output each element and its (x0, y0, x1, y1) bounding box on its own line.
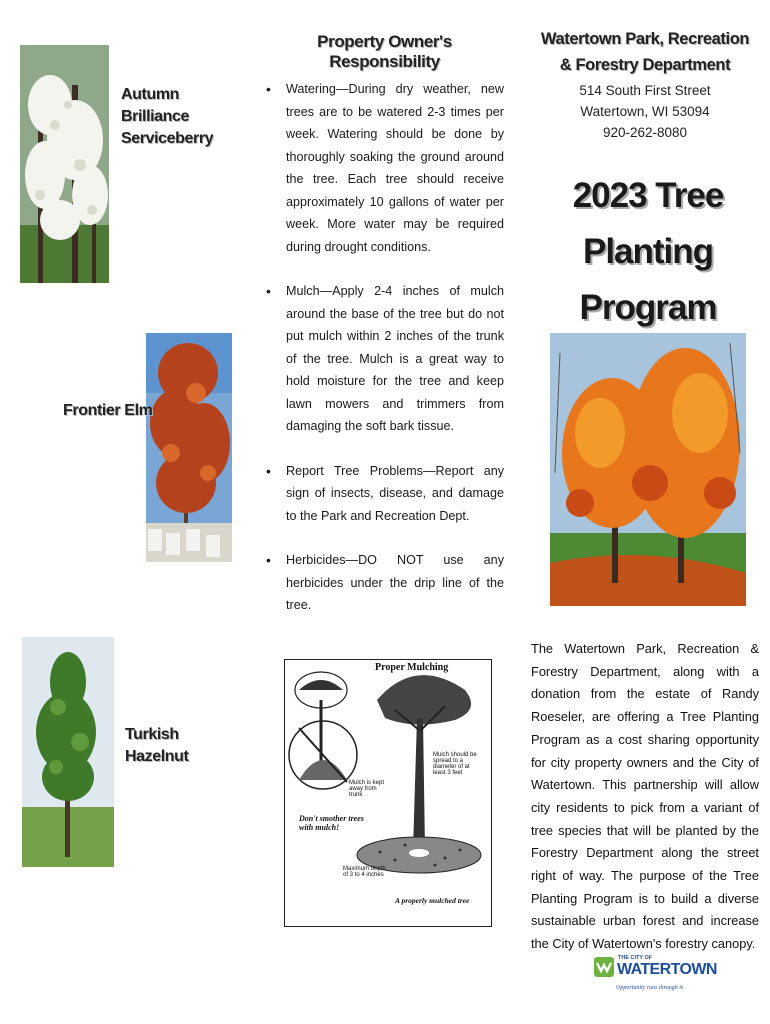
frontier-elm-photo (146, 333, 232, 562)
bullet-mulch: • Mulch—Apply 2-4 inches of mulch around the base of the tree but do not put mulch within 2 inches of the trunk of the tree. Mulch is a great way to hold moisture for the tree and keep lawn mowers and trimmers from damaging the soft bark tissue. (262, 280, 504, 438)
autumn-trees-photo (550, 333, 746, 606)
program-title: 2023 Tree Planting Program (572, 176, 724, 327)
diagram-label-proper: A properly mulched tree (395, 896, 470, 905)
bullet-herbicides: • Herbicides—DO NOT use any herbicides under the drip line of the tree. (262, 549, 504, 617)
diagram-label-dont-smother: Don't smother trees with mulch! (299, 814, 364, 832)
responsibility-list (262, 78, 504, 617)
tree-name-turkish-hazelnut: Turkish Hazelnut (125, 726, 189, 765)
program-description: The Watertown Park, Recreation & Forestry Department, along with a donation from the estate of Randy Roeseler, are offering a Tree Planting Program as a cost sharing opportunity for city property owners and the City of Watertown. This partnership will allow city residents to pick from a variant of tree species that will be planted by the Forestry Department along the street right of way. The purpose of the Tree Planting Program is to build a diverse sustainable urban forest and increase the City of Watertown's forestry canopy. (531, 641, 759, 952)
logo-name: WATERTOWN (617, 961, 717, 978)
tree-name-frontier-elm: Frontier Elm (63, 402, 153, 419)
responsibility-heading: Property Owner's Responsibility (317, 32, 452, 71)
diagram-label-kept-away: Mulch is kept away from trunk (349, 780, 385, 798)
diagram-title: Proper Mulching (375, 662, 449, 673)
mulching-diagram (284, 659, 492, 927)
address-street: 514 South First Street (579, 83, 711, 98)
city-of-watertown-logo (594, 955, 717, 995)
bullet-watering: • Watering—During dry weather, new trees are to be watered 2-3 times per week. Watering should be done by thoroughly soaking the ground around the tree. Each tree should receive approximately 10 gallons of water per week. More water may be required during drought conditions. (262, 78, 504, 258)
phone-number: 920-262-8080 (602, 125, 688, 140)
diagram-label-depth: Maximum depth of 3 to 4 inches (343, 866, 386, 878)
tree-name-serviceberry: Autumn Brilliance Serviceberry (121, 86, 214, 147)
bullet-report-problems: • Report Tree Problems—Report any sign of insects, disease, and damage to the Park and Recreation Dept. (262, 460, 504, 528)
diagram-label-spread: Mulch should be spread to a diameter of at least 3 feet (433, 752, 477, 776)
logo-tagline: Opportunity runs through it. (616, 985, 685, 991)
serviceberry-photo (20, 45, 109, 283)
logo-small-text: THE CITY OF (618, 955, 653, 961)
address-city: Watertown, WI 53094 (580, 104, 710, 119)
turkish-hazelnut-photo (22, 637, 114, 867)
department-name: Watertown Park, Recreation & Forestry Department (540, 30, 750, 74)
department-contact (540, 26, 750, 143)
